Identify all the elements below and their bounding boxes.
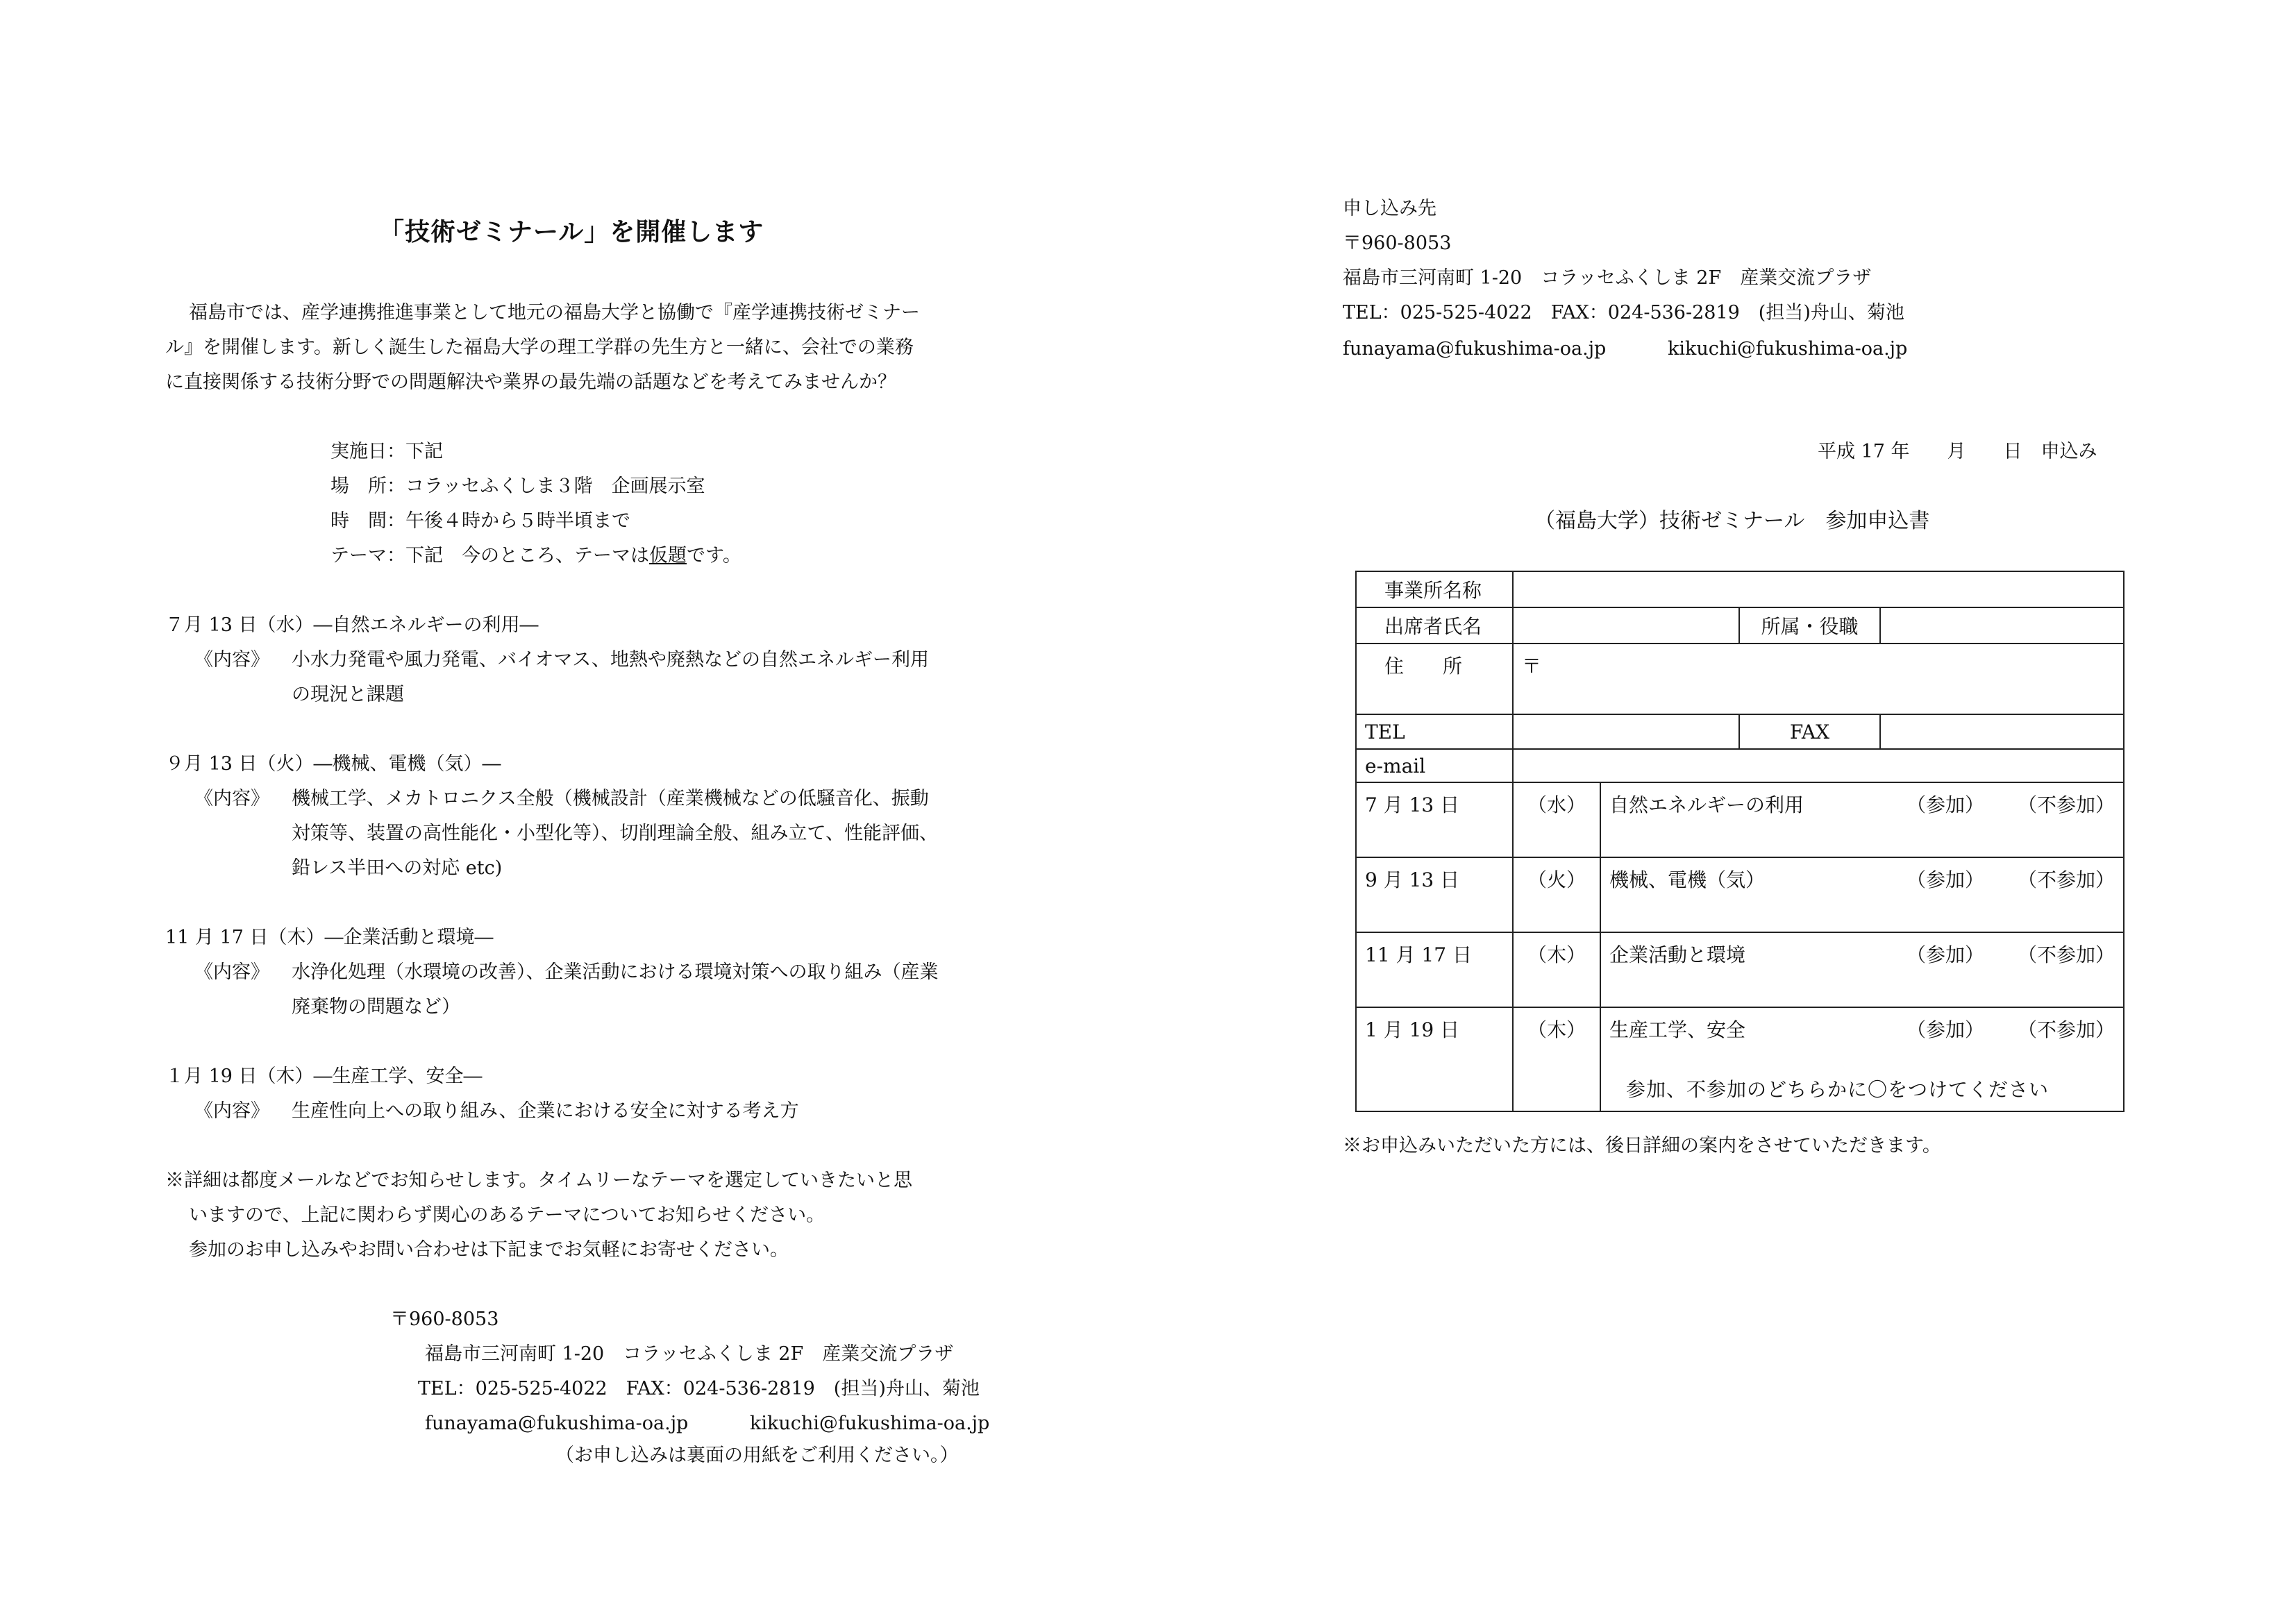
session-2-heading: ９月 13 日（火）―機械、電機（気）―	[165, 753, 501, 775]
session-3-content-1: 水浄化処理（水環境の改善）、企業活動における環境対策への取り組み（産業	[292, 961, 939, 983]
session-2-content-2: 対策等、装置の高性能化・小型化等）、切削理論全般、組み立て、性能評価、	[292, 823, 938, 844]
session-1-content-2: の現況と課題	[292, 684, 404, 705]
company-label: 事業所名称	[1356, 571, 1513, 607]
session-4-content-1: 生産性向上への取り組み、企業における安全に対する考え方	[292, 1100, 799, 1122]
session-1-day: （水）	[1513, 782, 1600, 857]
theme-prefix: テーマ：下記 今のところ、テーマは	[330, 545, 649, 566]
session-3-day: （木）	[1513, 932, 1600, 1007]
footer-note: ※お申込みいただいた方には、後日詳細の案内をさせていただきます。	[1343, 1135, 1941, 1157]
form-row-session-1	[1356, 782, 2124, 857]
postal-mark: 〒	[1522, 655, 1542, 678]
detail-time: 時 間：午後４時から５時半頃まで	[330, 510, 630, 532]
form-instruction: 参加、不参加のどちらかに〇をつけてください	[1626, 1078, 2050, 1101]
session-2-choice[interactable]	[1600, 857, 2124, 932]
form-title: （福島大学）技術ゼミナール 参加申込書	[1534, 509, 1930, 533]
session-2-day: （火）	[1513, 857, 1600, 932]
session-4-label: 《内容》	[194, 1100, 269, 1122]
intro-line-3: に直接関係する技術分野での問題解決や業界の最先端の話題などを考えてみませんか？	[165, 371, 896, 393]
fax-label: FAX	[1739, 714, 1880, 749]
session-3-topic: 企業活動と環境	[1609, 943, 1746, 966]
note-line-1: ※詳細は都度メールなどでお知らせします。タイムリーなテーマを選定していきたいと思	[165, 1170, 912, 1191]
company-field[interactable]	[1513, 571, 2124, 607]
session-3-content-2: 廃棄物の問題など）	[292, 996, 460, 1018]
session-4-day: （木）	[1513, 1007, 1600, 1111]
session-1-topic: 自然エネルギーの利用	[1609, 793, 1804, 816]
application-date: 平成 17 年 月 日 申込み	[1818, 441, 2097, 462]
form-row-session-4	[1356, 1007, 2124, 1111]
theme-suffix: です。	[687, 545, 741, 566]
session-2-absent[interactable]: （不参加）	[2027, 868, 2115, 891]
session-4-choice[interactable]	[1600, 1007, 2124, 1111]
left-email-2[interactable]: kikuchi@fukushima-oa.jp	[750, 1413, 990, 1434]
intro-line-2: ル』を開催します。新しく誕生した福島大学の理工学群の先生方と一緒に、会社での業務	[165, 337, 914, 358]
session-4-date: 1 月 19 日	[1356, 1007, 1513, 1111]
tel-field[interactable]	[1513, 714, 1739, 749]
email-label: e-mail	[1356, 749, 1513, 782]
form-row-company	[1356, 571, 2124, 607]
right-email-1[interactable]: funayama@fukushima-oa.jp	[1343, 338, 1607, 360]
session-1-attend[interactable]: （参加）	[1906, 793, 1984, 816]
detail-venue: 場 所：コラッセふくしま３階 企画展示室	[330, 476, 705, 497]
session-2-topic: 機械、電機（気）	[1609, 868, 1766, 891]
note-line-3: 参加のお申し込みやお問い合わせは下記までお気軽にお寄せください。	[189, 1239, 789, 1261]
left-email-1[interactable]: funayama@fukushima-oa.jp	[425, 1413, 689, 1434]
session-1-choice[interactable]	[1600, 782, 2124, 857]
session-3-choice[interactable]	[1600, 932, 2124, 1007]
session-4-topic: 生産工学、安全	[1609, 1018, 1746, 1041]
right-postal: 〒960-8053	[1343, 233, 1452, 254]
detail-theme	[330, 539, 741, 573]
form-row-tel	[1356, 714, 2124, 749]
session-1-absent[interactable]: （不参加）	[2027, 793, 2115, 816]
dest-label: 申し込み先	[1343, 198, 1436, 219]
fax-field[interactable]	[1880, 714, 2124, 749]
session-4-heading: １月 19 日（木）―生産工学、安全―	[165, 1066, 483, 1087]
application-form	[1355, 571, 2125, 1112]
session-2-label: 《内容》	[194, 788, 269, 809]
session-2-date: 9 月 13 日	[1356, 857, 1513, 932]
session-1-date: 7 月 13 日	[1356, 782, 1513, 857]
right-address: 福島市三河南町 1-20 コラッセふくしま 2F 産業交流プラザ	[1343, 267, 1872, 289]
session-3-absent[interactable]: （不参加）	[2027, 943, 2115, 966]
session-2-content-3: 鉛レス半田への対応 etc)	[292, 857, 503, 879]
session-3-label: 《内容》	[194, 961, 269, 983]
session-4-absent[interactable]: （不参加）	[2027, 1018, 2115, 1041]
session-1-heading: ７月 13 日（水）―自然エネルギーの利用―	[165, 614, 539, 636]
session-2-attend[interactable]: （参加）	[1906, 868, 1984, 891]
form-row-session-2	[1356, 857, 2124, 932]
form-row-email	[1356, 749, 2124, 782]
form-row-attendee	[1356, 607, 2124, 644]
tel-label: TEL	[1356, 714, 1513, 749]
left-address: 福島市三河南町 1-20 コラッセふくしま 2F 産業交流プラザ	[425, 1343, 954, 1365]
left-tel-fax: TEL：025-525-4022 FAX：024-536-2819 (担当)舟山、菊池	[418, 1378, 980, 1399]
address-field[interactable]	[1513, 644, 2124, 714]
right-email-2[interactable]: kikuchi@fukushima-oa.jp	[1668, 338, 1908, 360]
attendee-field[interactable]	[1513, 607, 1739, 644]
right-tel-fax: TEL：025-525-4022 FAX：024-536-2819 (担当)舟山、菊池	[1343, 302, 1904, 323]
form-row-session-3	[1356, 932, 2124, 1007]
session-2-content-1: 機械工学、メカトロニクス全般（機械設計（産業機械などの低騒音化、振動	[292, 788, 929, 809]
left-postal: 〒960-8053	[390, 1309, 499, 1330]
theme-tentative: 仮題	[649, 545, 687, 566]
dept-field[interactable]	[1880, 607, 2124, 644]
page-title: 「技術ゼミナール」を開催します	[379, 218, 764, 246]
form-row-address	[1356, 644, 2124, 714]
session-1-label: 《内容》	[194, 649, 269, 671]
detail-date: 実施日：下記	[330, 441, 443, 462]
attendee-label: 出席者氏名	[1356, 607, 1513, 644]
dept-label: 所属・役職	[1739, 607, 1880, 644]
session-3-attend[interactable]: （参加）	[1906, 943, 1984, 966]
note-line-2: いますので、上記に関わらず関心のあるテーマについてお知らせください。	[189, 1204, 826, 1226]
session-3-heading: 11 月 17 日（木）―企業活動と環境―	[165, 927, 494, 948]
left-form-note: （お申し込みは裏面の用紙をご利用ください。）	[555, 1445, 959, 1466]
session-4-attend[interactable]: （参加）	[1906, 1018, 1984, 1041]
address-label: 住 所	[1356, 644, 1513, 714]
intro-line-1: 福島市では、産学連携推進事業として地元の福島大学と協働で『産学連携技術ゼミナー	[189, 302, 920, 323]
session-3-date: 11 月 17 日	[1356, 932, 1513, 1007]
session-1-content-1: 小水力発電や風力発電、バイオマス、地熱や廃熱などの自然エネルギー利用	[292, 649, 929, 671]
email-field[interactable]	[1513, 749, 2124, 782]
